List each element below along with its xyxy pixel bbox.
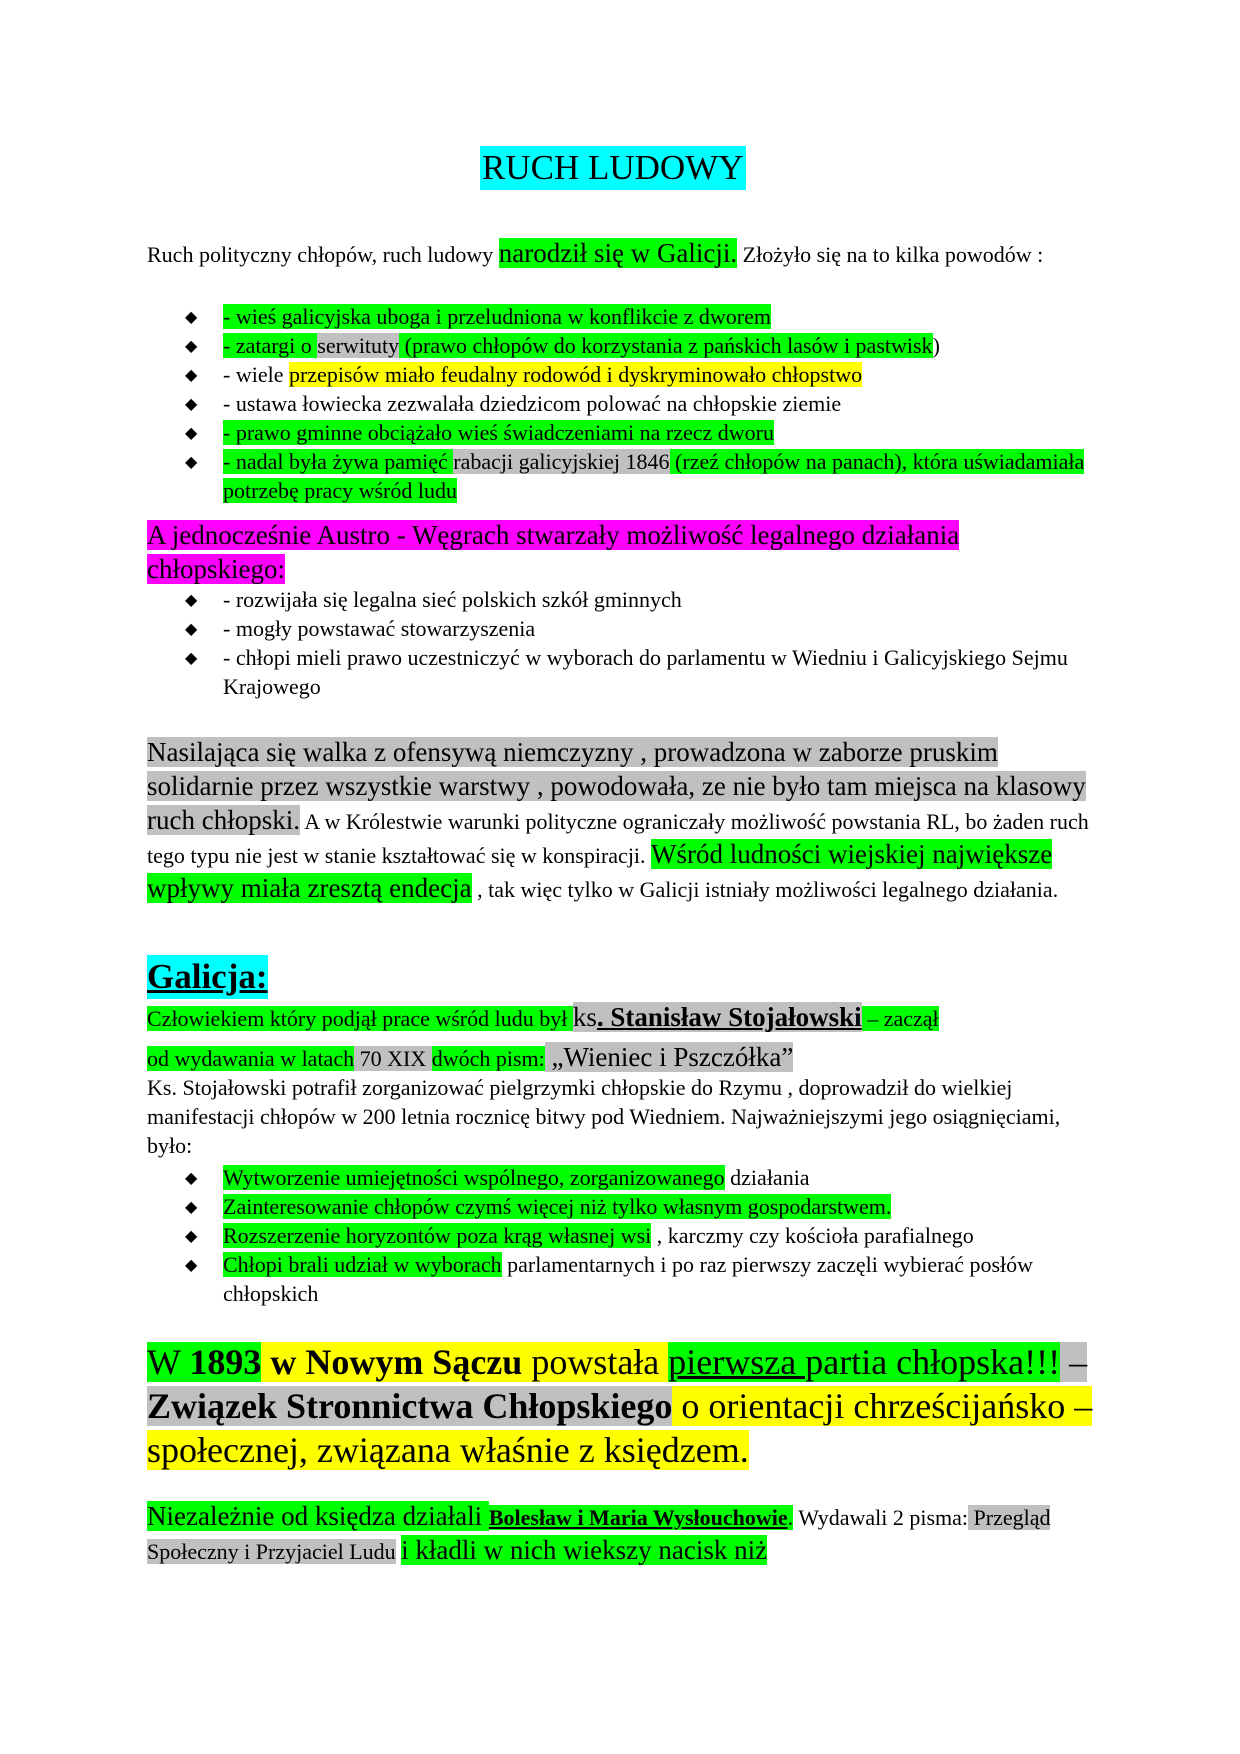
wyslouch-names: Bolesław i Maria Wysłouchowie — [488, 1505, 788, 1530]
list-item — [147, 643, 1097, 701]
intro-galicia-highlight: narodził się w Galicji. — [498, 238, 738, 268]
achievements-list — [147, 1163, 1097, 1308]
list-item — [147, 360, 1097, 389]
wyslouch-text: Niezależnie od księdza działali — [147, 1501, 489, 1531]
reason-text: (prawo chłopów do korzystania z pańskich lasów i pastwisk — [399, 333, 933, 358]
achievement-text: Rozszerzenie horyzontów poza krąg własnej wsi — [223, 1223, 652, 1248]
party-orientation: o orientacji chrześcijańsko – społecznej, związana właśnie z księdzem. — [147, 1386, 1093, 1470]
achievements-intro: Ks. Stojałowski potrafił zorganizować pielgrzymki chłopskie do Rzymu , doprowadził do wielkiej manifestacji chłopów w 200 letnia rocznicę bitwy pod Wiedniem. Najważniejszymi jego osiągnięciami, było: — [147, 1075, 1061, 1158]
diamond-bullet-icon: ◆ — [185, 648, 198, 667]
reason-text: - prawo gminne obciążało wieś świadczeniami na rzecz dworu — [223, 420, 774, 445]
achievement-text: Zainteresowanie chłopów czymś więcej niż tylko własnym gospodarstwem. — [223, 1194, 892, 1219]
diamond-bullet-icon: ◆ — [185, 590, 198, 609]
stojalowski-paragraph — [147, 1000, 1097, 1034]
party-paragraph — [147, 1340, 1097, 1472]
diamond-bullet-icon: ◆ — [185, 619, 198, 638]
endecja-highlight: Wśród ludności wiejskiej największe wpływy miała zresztą endecja — [147, 839, 1053, 903]
list-item — [147, 1221, 1097, 1250]
reason-highlight: przepisów miało feudalny rodowód i dyskryminowało chłopstwo — [288, 362, 863, 387]
stojalowski-paragraph-2 — [147, 1040, 1097, 1074]
possibility-text: - rozwijała się legalna sieć polskich szkół gminnych — [223, 587, 682, 612]
prussia-text: A w Królestwie warunki polityczne ograniczały możliwość powstania RL, bo żaden ruch tego typu nie jest w stanie kształtować się w konspiracji. — [147, 809, 1089, 868]
diamond-bullet-icon: ◆ — [185, 1255, 198, 1274]
reasons-list — [147, 302, 1097, 505]
party-text: powstała — [522, 1342, 669, 1382]
diamond-bullet-icon: ◆ — [185, 336, 198, 355]
diamond-bullet-icon: ◆ — [185, 394, 198, 413]
wyslouch-paragraph — [147, 1499, 1097, 1567]
possibilities-list — [147, 585, 1097, 701]
prussia-paragraph — [147, 735, 1097, 905]
wyslouch-emphasis: i kładli w nich wiekszy nacisk niż — [401, 1535, 768, 1565]
stojalowski-name — [573, 1002, 862, 1032]
achievement-text: Wytworzenie umiejętności wspólnego, zorganizowanego — [223, 1165, 725, 1190]
stojalowski-text: dwóch pism: — [431, 1046, 545, 1071]
reason-text: - ustawa łowiecka zezwalała dziedzicom polować na chłopskie ziemie — [223, 391, 842, 416]
list-item — [147, 389, 1097, 418]
intro-paragraph — [147, 236, 1097, 270]
diamond-bullet-icon: ◆ — [185, 452, 198, 471]
achievement-text: działania — [724, 1165, 810, 1190]
possibility-text: - chłopi mieli prawo uczestniczyć w wyborach do parlamentu w Wiedniu i Galicyjskiego Sejmu Krajowego — [223, 645, 1068, 699]
achievement-text: , karczmy czy kościoła parafialnego — [651, 1223, 974, 1248]
austria-highlight: A jednocześnie Austro - Węgrach stwarzały możliwość legalnego działania chłopskiego: — [147, 520, 960, 584]
diamond-bullet-icon: ◆ — [185, 365, 198, 384]
reason-text: ) — [932, 333, 940, 358]
reason-highlight: serwituty — [317, 333, 400, 358]
stojalowski-text: od wydawania w latach — [147, 1046, 355, 1071]
achievement-text: parlamentarnych i po raz pierwszy zaczęli wybierać posłów chłopskich — [223, 1252, 1034, 1306]
austria-paragraph — [147, 518, 1097, 586]
diamond-bullet-icon: ◆ — [185, 1197, 198, 1216]
galicia-heading: Galicja: — [147, 955, 268, 999]
party-name: Związek Stronnictwa Chłopskiego — [147, 1386, 673, 1426]
diamond-bullet-icon: ◆ — [185, 423, 198, 442]
wyslouch-journals-label: Wydawali 2 pisma: — [793, 1505, 969, 1530]
stojalowski-surname: . Stanisław Stojałowski — [596, 1002, 862, 1032]
party-first: pierwsza — [668, 1342, 806, 1382]
stojalowski-years: 70 XIX — [354, 1046, 432, 1071]
prussia-conclusion: , tak więc tylko w Galicji istniały możliwości legalnego działania. — [471, 877, 1059, 902]
reason-text: - nadal była żywa pamięć — [223, 449, 454, 474]
reason-highlight: rabacji galicyjskiej 1846 — [453, 449, 670, 474]
list-item — [147, 1250, 1097, 1308]
diamond-bullet-icon: ◆ — [185, 1168, 198, 1187]
possibility-text: - mogły powstawać stowarzyszenia — [223, 616, 536, 641]
wyslouch-journals: Przegląd Społeczny i Przyjaciel Ludu — [147, 1505, 1051, 1564]
stojalowski-began: – zaczął — [861, 1006, 939, 1031]
stojalowski-title: ks — [572, 1002, 597, 1032]
diamond-bullet-icon: ◆ — [185, 1226, 198, 1245]
party-year: 1893 — [189, 1342, 262, 1382]
party-dash: – — [1060, 1342, 1088, 1382]
reason-text: - wiele — [223, 362, 289, 387]
party-text: partia chłopska!!! — [805, 1342, 1061, 1382]
list-item — [147, 1163, 1097, 1192]
intro-text: Ruch polityczny chłopów, ruch ludowy — [147, 242, 499, 267]
party-place: w Nowym Sączu — [261, 1342, 523, 1382]
stojalowski-text: Człowiekiem który podjął prace wśród ludu był — [147, 1006, 573, 1031]
document-title: RUCH LUDOWY — [480, 146, 746, 190]
list-item — [147, 418, 1097, 447]
list-item — [147, 302, 1097, 331]
diamond-bullet-icon: ◆ — [185, 307, 198, 326]
list-item — [147, 614, 1097, 643]
stojalowski-journals: „Wieniec i Pszczółka” — [544, 1042, 794, 1072]
wyslouch-text: . — [787, 1505, 794, 1530]
reason-text: - zatargi o — [223, 333, 318, 358]
list-item — [147, 447, 1097, 505]
list-item — [147, 331, 1097, 360]
list-item — [147, 585, 1097, 614]
reason-text: (rzeź chłopów na panach), która uświadamiała potrzebę pracy wśród ludu — [223, 449, 1085, 503]
reason-text: - wieś galicyjska uboga i przeludniona w konflikcie z dworem — [223, 304, 772, 329]
prussia-highlight: Nasilająca się walka z ofensywą niemczyzny , prowadzona w zaborze pruskim solidarnie przez wszystkie warstwy , powodowała, ze nie było tam miejsca na klasowy ruch chłopski. — [147, 737, 1086, 835]
intro-reasons-text: Złożyło się na to kilka powodów : — [737, 242, 1044, 267]
achievement-text: Chłopi brali udział w wyborach — [223, 1252, 502, 1277]
list-item — [147, 1192, 1097, 1221]
party-text: W — [147, 1342, 190, 1382]
